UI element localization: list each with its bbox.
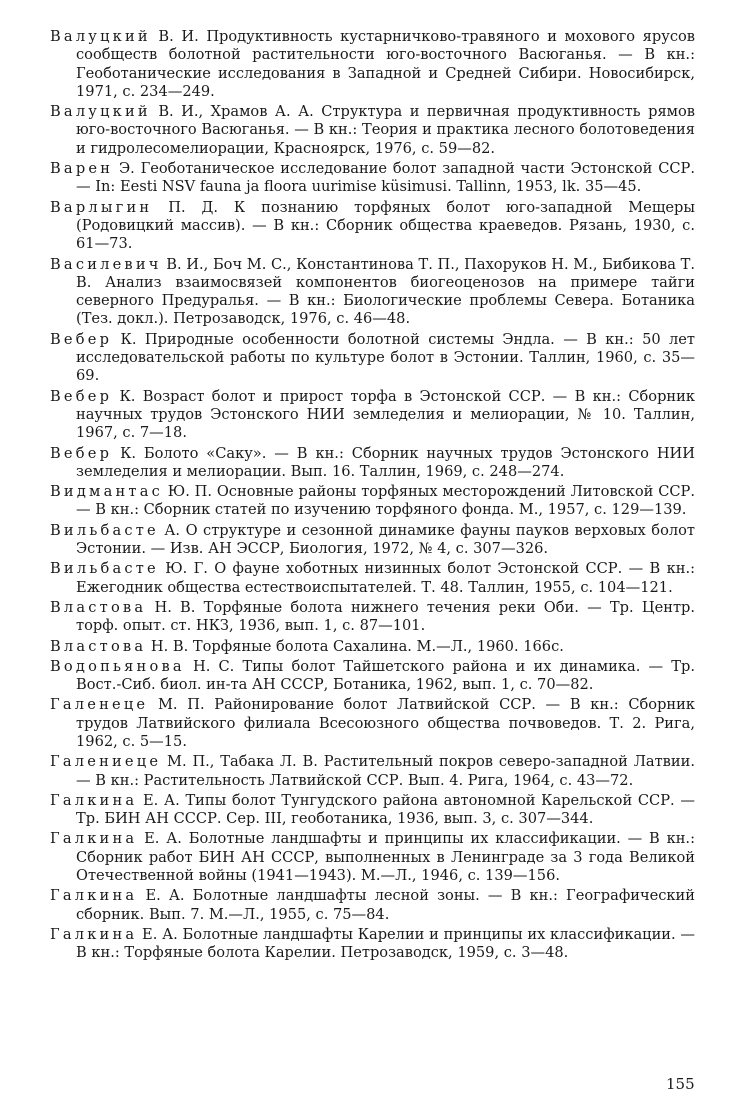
entry-author: Властова	[50, 598, 147, 616]
entry-text: К. Возраст болот и прирост торфа в Эстонской ССР. — В кн.: Сборник научных трудов Эстонского НИИ земледелия и мелиорации, № 10. Таллин, 1967, с. 7—18.	[76, 387, 695, 442]
entry-text: К. Болото «Саку». — В кн.: Сборник научных трудов Эстонского НИИ земледелия и мелиорации. Вып. 16. Таллин, 1969, с. 248—274.	[76, 444, 695, 480]
entry-author: Вебер	[50, 330, 113, 348]
bibliography-entry	[50, 560, 695, 597]
entry-text: В. И., Храмов А. А. Структура и первичная продуктивность рямов юго-восточного Васюганья. — В кн.: Теория и практика лесного болотоведения и гидролесомелиорации, Красноярск, 1976, с. 59—82.	[76, 103, 695, 157]
entry-author: Видмантас	[50, 483, 163, 501]
entry-text: В. И. Продуктивность кустарничково-травяного и мохового ярусов сообществ болотной растительности юго-восточного Васюганья. — В кн.: Геоботанические исследования в Западной и Средней Сибири. Новосибирск, 1971, с. 234—249.	[76, 28, 695, 100]
entry-text: Е. А. Болотные ландшафты лесной зоны. — В кн.: Географический сборник. Вып. 7. М.—Л., 1955, с. 75—84.	[76, 887, 695, 923]
bibliography-entry	[50, 792, 695, 829]
entry-author: Галенеце	[50, 696, 149, 714]
entry-author: Вебер	[50, 444, 113, 462]
entry-author: Вебер	[50, 387, 113, 405]
bibliography-entry	[50, 331, 695, 386]
entry-author: Галкина	[50, 925, 138, 943]
bibliography-entry	[50, 199, 695, 254]
entry-text: М. П. Районирование болот Латвийской ССР. — В кн.: Сборник трудов Латвийского филиала Всесоюзного общества почвоведов. Т. 2. Рига, 1962, с. 5—15.	[76, 696, 695, 750]
page-number: 155	[666, 1075, 695, 1093]
entry-text: А. О структуре и сезонной динамике фауны пауков верховых болот Эстонии. — Изв. АН ЭССР, Биология, 1972, № 4, с. 307—326.	[76, 521, 695, 558]
entry-text: В. И., Боч М. С., Константинова Т. П., Пахоруков Н. М., Бибикова Т. В. Анализ взаимосвязей компонентов биогеоценозов на примере тайги северного Предуралья. — В кн.: Биологические проблемы Севера. Ботаника (Тез. докл.). Петрозаводск, 1976, с. 46—48.	[76, 255, 695, 328]
entry-text: Е. А. Болотные ландшафты и принципы их классификации. — В кн.: Сборник работ БИН АН СССР, выполненных в Ленинграде за 3 года Великой Отечественной войны (1941—1943). М.—Л., 1946, с. 139—156.	[76, 830, 695, 885]
bibliography-entry	[50, 887, 695, 924]
bibliography-entry	[50, 638, 695, 656]
bibliography-entry	[50, 256, 695, 329]
entry-text: П. Д. К познанию торфяных болот юго-западной Мещеры (Родовицкий массив). — В кн.: Сборник общества краеведов. Рязань, 1930, с. 61—73.	[76, 198, 695, 253]
entry-author: Водопьянова	[50, 657, 185, 675]
bibliography-entry	[50, 103, 695, 158]
entry-author: Галкина	[50, 791, 138, 809]
bibliography-entry	[50, 522, 695, 559]
bibliography-entry	[50, 28, 695, 101]
entry-author: Варен	[50, 160, 114, 178]
entry-author: Варлыгин	[50, 198, 153, 216]
bibliography-entry	[50, 599, 695, 636]
entry-author: Галениеце	[50, 753, 162, 771]
bibliography-entry	[50, 483, 695, 520]
entry-text: Ю. П. Основные районы торфяных месторождений Литовской ССР. — В кн.: Сборник статей по изучению торфяного фонда. М., 1957, с. 129—139.	[76, 483, 695, 519]
entry-text: Е. А. Типы болот Тунгудского района автономной Карельской ССР. — Тр. БИН АН СССР. Сер. III, геоботаника, 1936, вып. 3, с. 307—344.	[76, 791, 695, 828]
entry-text: Ю. Г. О фауне хоботных низинных болот Эстонской ССР. — В кн.: Ежегодник общества естествоиспытателей. Т. 48. Таллин, 1955, с. 104—121.	[76, 560, 695, 596]
bibliography-entry	[50, 926, 695, 963]
bibliography-entry	[50, 445, 695, 482]
entry-text: Н. С. Типы болот Тайшетского района и их динамика. — Тр. Вост.-Сиб. биол. ин-та АН СССР, Ботаника, 1962, вып. 1, с. 70—82.	[76, 657, 695, 694]
bibliography-list	[50, 28, 695, 965]
entry-text: Е. А. Болотные ландшафты Карелии и принципы их классификации. — В кн.: Торфяные болота Карелии. Петрозаводск, 1959, с. 3—48.	[76, 925, 695, 962]
entry-author: Галкина	[50, 830, 138, 848]
entry-author: Вильбасте	[50, 560, 159, 578]
bibliography-entry	[50, 696, 695, 751]
bibliography-entry	[50, 388, 695, 443]
entry-text: М. П., Табака Л. В. Растительный покров северо-западной Латвии. — В кн.: Растительность Латвийской ССР. Вып. 4. Рига, 1964, с. 43—72.	[76, 753, 695, 789]
bibliography-entry	[50, 160, 695, 197]
bibliography-entry	[50, 658, 695, 695]
entry-author: Валуцкий	[50, 103, 151, 121]
bibliography-entry	[50, 753, 695, 790]
entry-text: Э. Геоботаническое исследование болот западной части Эстонской ССР. — In: Eesti NSV fauna ja floora uurimise küsimusi. Tallinn, 1953, lk. 35—45.	[76, 160, 695, 196]
entry-author: Вильбасте	[50, 521, 159, 539]
entry-author: Василевич	[50, 255, 162, 273]
entry-text: Н. В. Торфяные болота нижнего течения реки Оби. — Тр. Центр. торф. опыт. ст. НКЗ, 1936, вып. 1, с. 87—101.	[76, 598, 695, 635]
entry-text: К. Природные особенности болотной системы Эндла. — В кн.: 50 лет исследовательской работы по культуре болот в Эстонии. Таллин, 1960, с. 35—69.	[76, 330, 695, 385]
entry-author: Валуцкий	[50, 28, 151, 45]
bibliography-entry	[50, 830, 695, 885]
entry-author: Властова	[50, 637, 147, 655]
entry-author: Галкина	[50, 887, 138, 905]
entry-text: Н. В. Торфяные болота Сахалина. М.—Л., 1960. 166с.	[146, 637, 564, 655]
